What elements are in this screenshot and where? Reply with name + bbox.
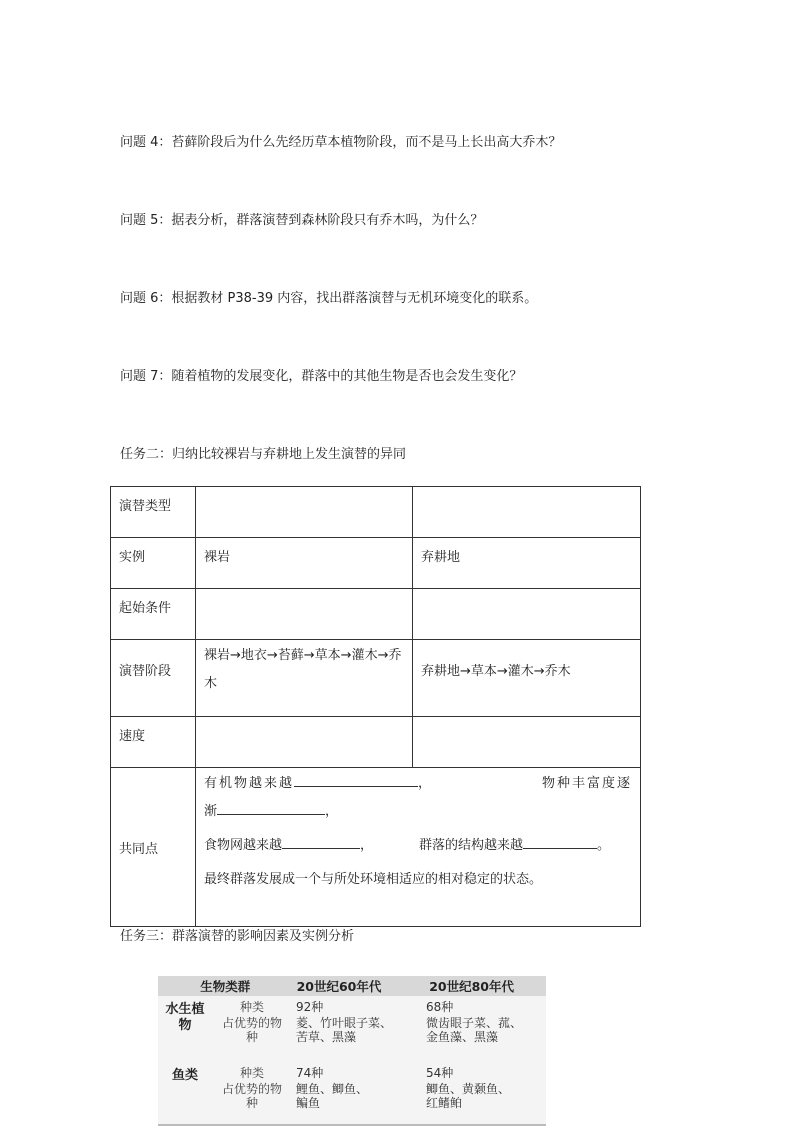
task2-title: 任务二：归纳比较裸岩与弃耕地上发生演替的异同 (120, 447, 407, 462)
table-row: 占优势的物 种 鲤鱼、鲫鱼、 鳊鱼 鲫鱼、黄颡鱼、 红鳍鲌 (221, 1082, 511, 1110)
table-row: 种类 92种 68种 (239, 1000, 454, 1014)
group-fish (158, 1060, 546, 1126)
table-row (111, 640, 641, 717)
group-name: 水生植 物 (165, 1002, 205, 1033)
table-row (111, 768, 641, 927)
type-cell-b (413, 487, 641, 538)
structure-blank[interactable] (523, 834, 597, 849)
question-5: 问题 5：据表分析，群落演替到森林阶段只有乔木吗，为什么？ (120, 213, 484, 228)
group-aquatic-plants (158, 996, 546, 1060)
header-60s: 20世纪60年代 (296, 979, 382, 994)
richness-text: 物种丰富度逐 (541, 776, 632, 791)
richness-blank[interactable] (217, 800, 325, 815)
stage-a: 裸岩→地衣→苔藓→草本→灌木→乔木 (196, 640, 413, 717)
table-row: 种类 74种 54种 (239, 1066, 454, 1080)
common-line-3: 食物网越来越 ， 群落的结构越来越 。 (204, 832, 632, 860)
organic-blank[interactable] (294, 772, 418, 787)
header-80s: 20世纪80年代 (429, 979, 515, 994)
table-row (111, 487, 641, 538)
table-row: 占优势的物 种 菱、竹叶眼子菜、 苦草、黑藻 微齿眼子菜、菰、 金鱼藻、黑藻 (221, 1016, 523, 1044)
question-6: 问题 6：根据教材 P38-39 内容，找出群落演替与无机环境变化的联系。 (120, 291, 538, 306)
organic-text: 有机物越来越 (204, 776, 295, 791)
speed-cell-b (413, 717, 641, 768)
speed-cell-a (196, 717, 413, 768)
stage-label: 演替阶段 (111, 640, 196, 717)
biology-data-table (158, 976, 546, 1126)
table-row (111, 538, 641, 589)
group-name: 鱼类 (171, 1068, 198, 1083)
start-cell-a (196, 589, 413, 640)
foodweb-text: 食物网越来越 (204, 838, 283, 853)
table-row (111, 717, 641, 768)
type-label: 演替类型 (111, 487, 196, 538)
header-group: 生物类群 (200, 979, 251, 994)
table-row (111, 589, 641, 640)
bio-table-header (158, 976, 546, 996)
speed-label: 速度 (111, 717, 196, 768)
example-b: 弃耕地 (413, 538, 641, 589)
example-a: 裸岩 (196, 538, 413, 589)
start-label: 起始条件 (111, 589, 196, 640)
succession-comparison-table (110, 486, 641, 927)
type-cell-a (196, 487, 413, 538)
common-points-cell (196, 768, 641, 927)
foodweb-blank[interactable] (282, 834, 360, 849)
start-cell-b (413, 589, 641, 640)
example-label: 实例 (111, 538, 196, 589)
common-line-2: 渐 ， (204, 798, 632, 826)
question-7: 问题 7：随着植物的发展变化，群落中的其他生物是否也会发生变化？ (120, 369, 523, 384)
question-4: 问题 4：苔藓阶段后为什么先经历草本植物阶段，而不是马上长出高大乔木？ (120, 135, 562, 150)
structure-text: 群落的结构越来越 (419, 838, 524, 853)
task3-title: 任务三：群落演替的影响因素及实例分析 (120, 929, 355, 944)
common-line-1: 有机物越来越 ， 物种丰富度逐 (204, 770, 632, 798)
common-label: 共同点 (111, 768, 196, 927)
common-line-4: 最终群落发展成一个与所处环境相适应的相对稳定的状态。 (204, 872, 543, 887)
stage-b: 弃耕地→草本→灌木→乔木 (413, 640, 641, 717)
